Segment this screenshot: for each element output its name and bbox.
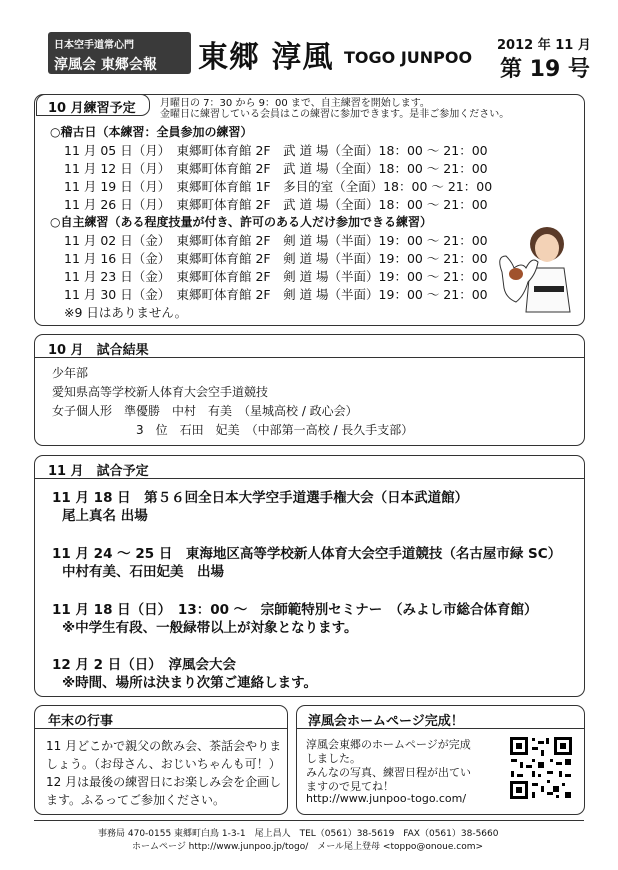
- page-title-english: TOGO JUNPOO: [344, 48, 473, 67]
- footer-web: ホームページ http://www.junpoo.jp/togo/ メール尾上登母 <toppo@onoue.com>: [132, 842, 484, 852]
- keiko-header: ○稽古日（本練習：全員参加の練習）: [50, 125, 253, 139]
- practice-title: 10 月練習予定: [48, 101, 136, 116]
- footer-divider: [34, 820, 584, 821]
- events-line: 12 月は最後の練習日にお楽しみ会を企画し: [46, 775, 282, 789]
- schedule-item-detail: 中村有美、石田妃美 出場: [62, 564, 224, 580]
- jishu-row: 11 月 30 日（金） 東郷町体育館 2F 剣 道 場（半面）19：00 ～ 21：00: [64, 287, 488, 302]
- jishu-row: 11 月 02 日（金） 東郷町体育館 2F 剣 道 場（半面）19：00 ～ 21：00: [64, 233, 488, 248]
- homepage-line: 淳風会東郷のホームページが完成: [306, 738, 471, 751]
- events-line: ます。ふるってご参加ください。: [46, 793, 226, 807]
- schedule-title-divider: [34, 478, 584, 479]
- results-line: 女子個人形 準優勝 中村 有美 （星城高校 / 政心会）: [52, 404, 358, 418]
- practice-footnote: ※9 日はありません。: [64, 305, 188, 320]
- jishu-row: 11 月 23 日（金） 東郷町体育館 2F 剣 道 場（半面）19：00 ～ 21：00: [64, 269, 488, 284]
- practice-note-1: 月曜日の 7：30 から 9：00 まで、自主練習を開始します。: [160, 98, 430, 109]
- homepage-line: ますので見てね！: [306, 780, 394, 793]
- homepage-line: しました。: [306, 752, 361, 765]
- homepage-title: 淳風会ホームページ完成！: [308, 714, 464, 729]
- jishu-row: 11 月 16 日（金） 東郷町体育館 2F 剣 道 場（半面）19：00 ～ 21：00: [64, 251, 488, 266]
- schedule-item-heading: 11 月 24 ～ 25 日 東海地区高等学校新人体育大会空手道競技（名古屋市緑 SC）: [52, 546, 562, 562]
- schedule-item-detail: ※中学生有段、一般緑帯以上が対象となります。: [62, 620, 358, 636]
- qr-code: [508, 735, 574, 801]
- org-banner: [48, 32, 191, 74]
- footer-contact: 事務局 470-0155 東郷町白鳥 1-3-1 尾上昌人 TEL（0561）38-5619 FAX（0561）38-5660: [98, 829, 499, 839]
- results-line: 愛知県高等学校新人体育大会空手道競技: [52, 385, 269, 399]
- homepage-title-divider: [296, 728, 584, 729]
- results-title: 10 月 試合結果: [48, 343, 149, 358]
- schedule-item-detail: ※時間、場所は決まり次第ご連絡します。: [62, 675, 318, 691]
- keiko-row: 11 月 05 日（月） 東郷町体育館 2F 武 道 場（全面）18：00 ～ 21：00: [64, 143, 488, 158]
- keiko-row: 11 月 26 日（月） 東郷町体育館 2F 武 道 場（全面）18：00 ～ 21：00: [64, 197, 488, 212]
- results-title-divider: [34, 357, 584, 358]
- results-line: 少年部: [52, 366, 89, 380]
- keiko-row: 11 月 19 日（月） 東郷町体育館 1F 多目的室（全面）18：00 ～ 21：00: [64, 179, 493, 194]
- results-line: 3 位 石田 妃美 （中部第一高校 / 長久手支部）: [52, 423, 414, 437]
- events-line: しょう。（お母さん、おじいちゃんも可！）: [46, 757, 281, 771]
- events-title-divider: [34, 728, 287, 729]
- issue-number: 第 19 号: [500, 57, 590, 82]
- events-line: 11 月どこかで親父の飲み会、茶話会やりま: [46, 739, 282, 753]
- issue-date: 2012 年 11 月: [497, 38, 591, 53]
- events-title: 年末の行事: [48, 714, 114, 729]
- page-title: 東郷 淳風: [198, 40, 334, 75]
- practice-note-2: 金曜日に練習している会員はこの練習に参加できます。是非ご参加ください。: [160, 109, 510, 120]
- mascot-illustration: [492, 222, 574, 316]
- jishu-header: ○自主練習（ある程度技量が付き、許可のある人だけ参加できる練習）: [50, 215, 432, 229]
- schedule-title: 11 月 試合予定: [48, 464, 149, 479]
- newsletter-name: 淳風会 東郷会報: [54, 57, 157, 73]
- org-name: 日本空手道常心門: [54, 40, 134, 51]
- schedule-item-heading: 12 月 2 日（日） 淳風会大会: [52, 657, 237, 673]
- homepage-url-link[interactable]: http://www.junpoo-togo.com/: [306, 792, 467, 805]
- keiko-row: 11 月 12 日（月） 東郷町体育館 2F 武 道 場（全面）18：00 ～ 21：00: [64, 161, 488, 176]
- schedule-item-detail: 尾上真名 出場: [62, 508, 148, 524]
- schedule-item-heading: 11 月 18 日（日） 13：00 ～ 宗師範特別セミナー （みよし市総合体育館）: [52, 602, 538, 618]
- homepage-line: みんなの写真、練習日程が出てい: [306, 766, 471, 779]
- schedule-item-heading: 11 月 18 日 第５６回全日本大学空手道選手権大会（日本武道館）: [52, 490, 469, 506]
